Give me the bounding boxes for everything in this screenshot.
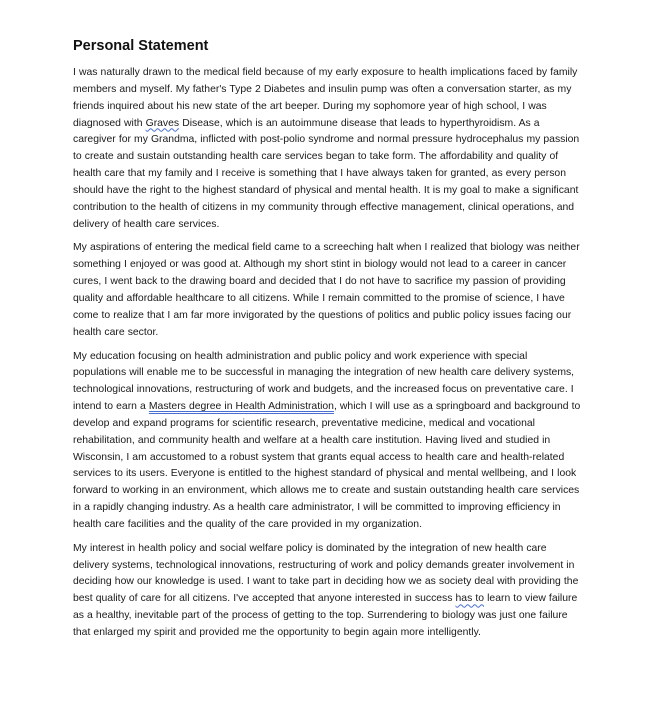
grammar-flag-graves[interactable]: Graves [145, 117, 180, 129]
paragraph-3-text-a: My education focusing on health administration and public policy and work experience with special populations will enable me to be successful in managing the integration of new health care delivery systems, technological innovations, restructuring of work and budgets, and the increased focus on preventative care. I intend to earn a [73, 350, 575, 413]
paragraph-4-text-a: My interest in health policy and social welfare policy is dominated by the integration of new health care delivery systems, technological innovations, restructuring of work and policy demands greater involvement in deciding how our knowledge is used. I want to take part in deciding how we as society deal with providing the best quality of care for all citizens. I've accepted that anyone interested in success [73, 542, 579, 605]
document-body [73, 37, 583, 649]
paragraph-1-text-b: Disease, which is an autoimmune disease that leads to hyperthyroidism. As a caregiver for my Grandma, inflicted with post-polio syndrome and normal pressure hydrocephalus my passion to create and sustain outstanding health care services began to take form. The affordability and quality of health care that my family and I receive is something that I have always taken for granted, as every person should have the right to the highest standard of physical and mental health. It is my goal to make a significant contribution to the health of citizens in my community through effective management, clinical operations, and delivery of health care services. [73, 117, 580, 230]
grammar-flag-has-to[interactable]: has to [455, 593, 485, 605]
paragraph-3-text-b: , which I will use as a springboard and background to develop and expand programs for scientific research, preventative medicine, medical and vocational rehabilitation, and community health and welfare at a health care institution. Having lived and studied in Wisconsin, I am accustomed to a robust system that grants equal access to health care and health-related services to its users. Everyone is entitled to the highest standard of physical and mental wellbeing, and I look forward to working in an environment, which allows me to create and sustain outstanding health care services in a rapidly changing industry. As a health care administrator, I will be committed to improving efficiency in health care facilities and the quality of the care provided in my organization. [73, 401, 581, 530]
paragraph-3 [73, 349, 583, 534]
grammar-flag-masters-degree[interactable]: Masters degree in Health Administration [148, 401, 334, 413]
paragraph-2: My aspirations of entering the medical field came to a screeching halt when I realized that biology was neither something I enjoyed or was good at. Although my short stint in biology would not lead to a career in cancer cures, I went back to the drawing board and decided that I do not have to sacrifice my passion of providing quality and affordable healthcare to all citizens. While I remain committed to the promise of science, I have come to realize that I am far more invigorated by the questions of politics and public policy issues facing our health care sector. [73, 242, 580, 338]
paragraph-1 [73, 65, 583, 233]
paragraph-4 [73, 541, 583, 642]
document-title: Personal Statement [73, 38, 209, 54]
paragraph-4-text-b: learn to view failure as a healthy, inevitable part of the process of getting to the top. Surrendering to biology was just one failure that enlarged my spirit and provided me the opportunity to begin again more intelligently. [73, 593, 578, 638]
paragraph-1-text-a: I was naturally drawn to the medical field because of my early exposure to health implications faced by family members and myself. My father's Type 2 Diabetes and insulin pump was often a conversation starter, as my friends inquired about his new state of the art beeper. During my sophomore year of high school, I was diagnosed with [73, 67, 578, 129]
